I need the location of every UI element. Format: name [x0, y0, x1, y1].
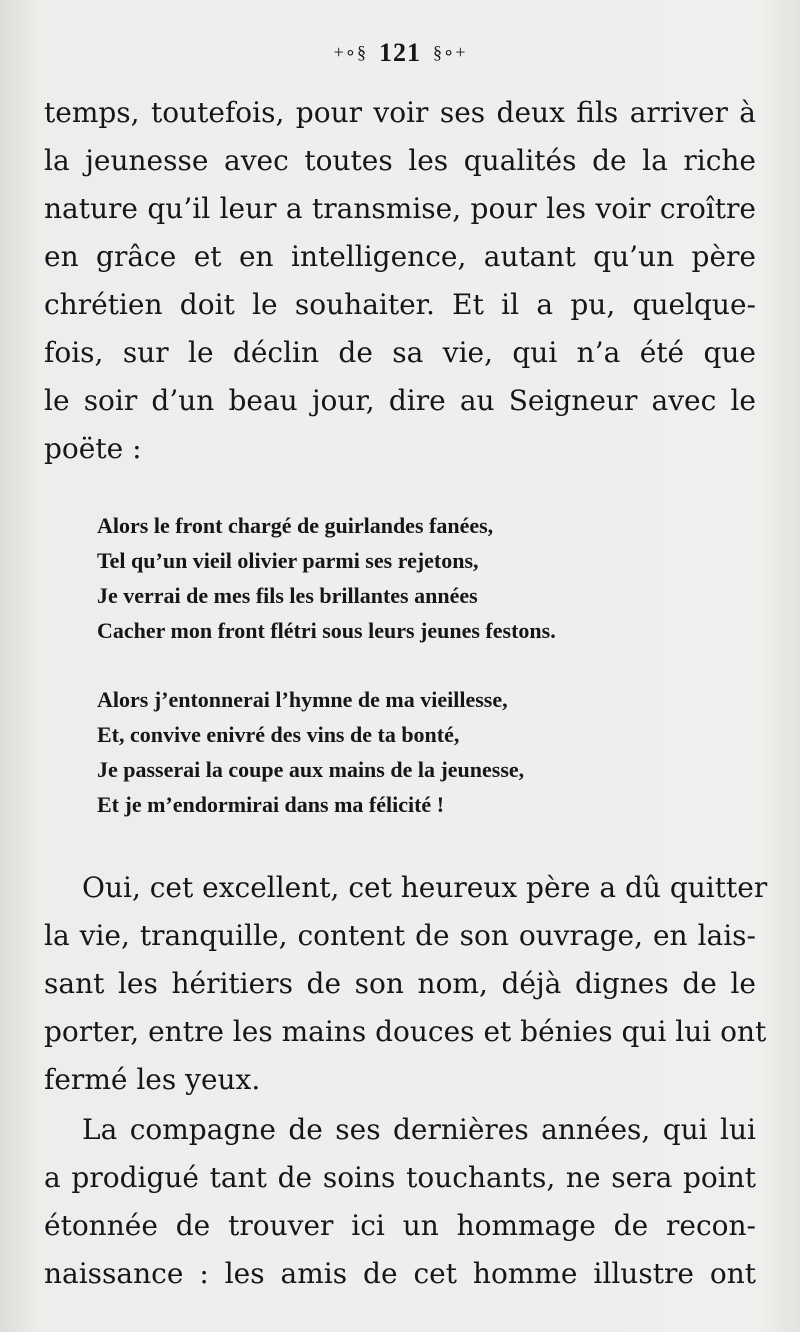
- text-line: temps, toutefois, pour voir ses deux fils arriver à: [44, 96, 756, 129]
- verse-line: Cacher mon front flétri sous leurs jeunes festons.: [97, 618, 556, 643]
- page-number: 121: [379, 38, 421, 67]
- text-line: a prodigué tant de soins touchants, ne sera point: [44, 1161, 756, 1194]
- verse-line: Et, convive enivré des vins de ta bonté,: [97, 722, 460, 747]
- ornament-left: +∘§: [333, 42, 367, 62]
- text-line: poëte :: [44, 432, 142, 465]
- text-line: sant les héritiers de son nom, déjà dignes de le: [44, 967, 756, 1000]
- verse-line: Alors le front chargé de guirlandes fanées,: [97, 513, 494, 538]
- text-line: porter, entre les mains douces et bénies qui lui ont: [44, 1015, 767, 1048]
- text-line: la vie, tranquille, content de son ouvrage, en lais-: [44, 919, 756, 952]
- verse-line: Et je m’endormirai dans ma félicité !: [97, 792, 445, 817]
- verse-line: Je verrai de mes fils les brillantes années: [97, 583, 478, 608]
- verse-line: Tel qu’un vieil olivier parmi ses rejetons,: [97, 548, 479, 573]
- text-line: en grâce et en intelligence, autant qu’un père: [44, 240, 756, 273]
- verse-line: Je passerai la coupe aux mains de la jeunesse,: [97, 757, 525, 782]
- text-line: étonnée de trouver ici un hommage de recon-: [44, 1209, 756, 1242]
- text-line: le soir d’un beau jour, dire au Seigneur avec le: [44, 384, 756, 417]
- text-line: Oui, cet excellent, cet heureux père a dû quitter: [82, 871, 768, 904]
- text-line: La compagne de ses dernières années, qui lui: [82, 1113, 756, 1146]
- text-line: naissance : les amis de cet homme illustre ont: [44, 1257, 756, 1290]
- page-header: [0, 38, 800, 68]
- text-line: nature qu’il leur a transmise, pour les voir croître: [44, 192, 756, 225]
- text-line: fermé les yeux.: [44, 1063, 261, 1096]
- text-line: la jeunesse avec toutes les qualités de la riche: [44, 144, 756, 177]
- text-line: chrétien doit le souhaiter. Et il a pu, quelque-: [44, 288, 756, 321]
- verse-line: Alors j’entonnerai l’hymne de ma vieillesse,: [97, 687, 508, 712]
- text-line: fois, sur le déclin de sa vie, qui n’a été que: [44, 336, 756, 369]
- ornament-right: §∘+: [433, 42, 467, 62]
